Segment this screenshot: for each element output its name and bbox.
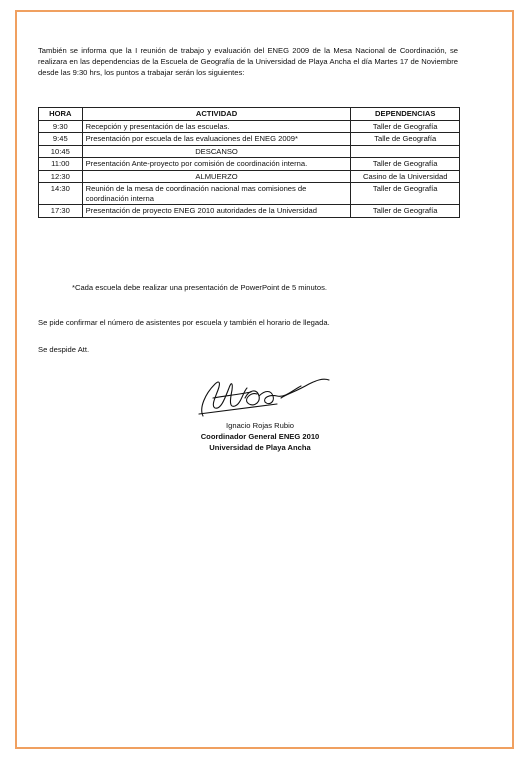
confirm-paragraph: Se pide confirmar el número de asistentes por escuela y también el horario de llegada. [38,318,330,327]
table-header-row [39,108,460,121]
cell-hora: 17:30 [39,205,83,218]
cell-actividad: Presentación por escuela de las evaluaciones del ENEG 2009* [82,133,351,146]
handwritten-signature [185,368,335,420]
farewell-text: Se despide Att. [38,345,90,354]
cell-actividad: Presentación Ante-proyecto por comisión de coordinación interna. [82,158,351,171]
cell-dependencias: Taller de Geografía [351,205,460,218]
signer-block [150,420,370,453]
signer-organization: Universidad de Playa Ancha [209,443,311,452]
table-row [39,183,460,205]
cell-dependencias: Taller de Geografía [351,120,460,133]
cell-hora: 14:30 [39,183,83,205]
cell-hora: 10:45 [39,145,83,158]
cell-dependencias [351,145,460,158]
table-row [39,120,460,133]
signer-name: Ignacio Rojas Rubio [226,421,294,430]
signer-title: Coordinador General ENEG 2010 [200,432,320,441]
cell-hora: 11:00 [39,158,83,171]
cell-dependencias: Taller de Geografía [351,183,460,205]
table-row [39,133,460,146]
table-row [39,205,460,218]
cell-hora: 12:30 [39,170,83,183]
header-actividad: ACTIVIDAD [82,108,351,121]
intro-paragraph: También se informa que la I reunión de trabajo y evaluación del ENEG 2009 de la Mesa Nacional de Coordinación, se realizara en las dependencias de la Escuela de Geografía de la Universidad de Playa Ancha el día Martes 17 de Noviembre desde las 9:30 hrs, los puntos a trabajar serán los siguientes: [38,46,458,77]
header-hora: HORA [39,108,83,121]
table-row [39,158,460,171]
header-dependencias: DEPENDENCIAS [351,108,460,121]
cell-hora: 9:45 [39,133,83,146]
schedule-table [38,107,460,218]
cell-dependencias: Casino de la Universidad [351,170,460,183]
cell-actividad: DESCANSO [82,145,351,158]
cell-actividad: Reunión de la mesa de coordinación nacional mas comisiones de coordinación interna [82,183,351,205]
table-row [39,170,460,183]
cell-dependencias: Taller de Geografía [351,158,460,171]
cell-dependencias: Talle de Geografía [351,133,460,146]
cell-actividad: Recepción y presentación de las escuelas. [82,120,351,133]
cell-hora: 9:30 [39,120,83,133]
footnote: *Cada escuela debe realizar una presentación de PowerPoint de 5 minutos. [72,283,327,292]
cell-actividad: Presentación de proyecto ENEG 2010 autoridades de la Universidad [82,205,351,218]
cell-actividad: ALMUERZO [82,170,351,183]
table-row [39,145,460,158]
